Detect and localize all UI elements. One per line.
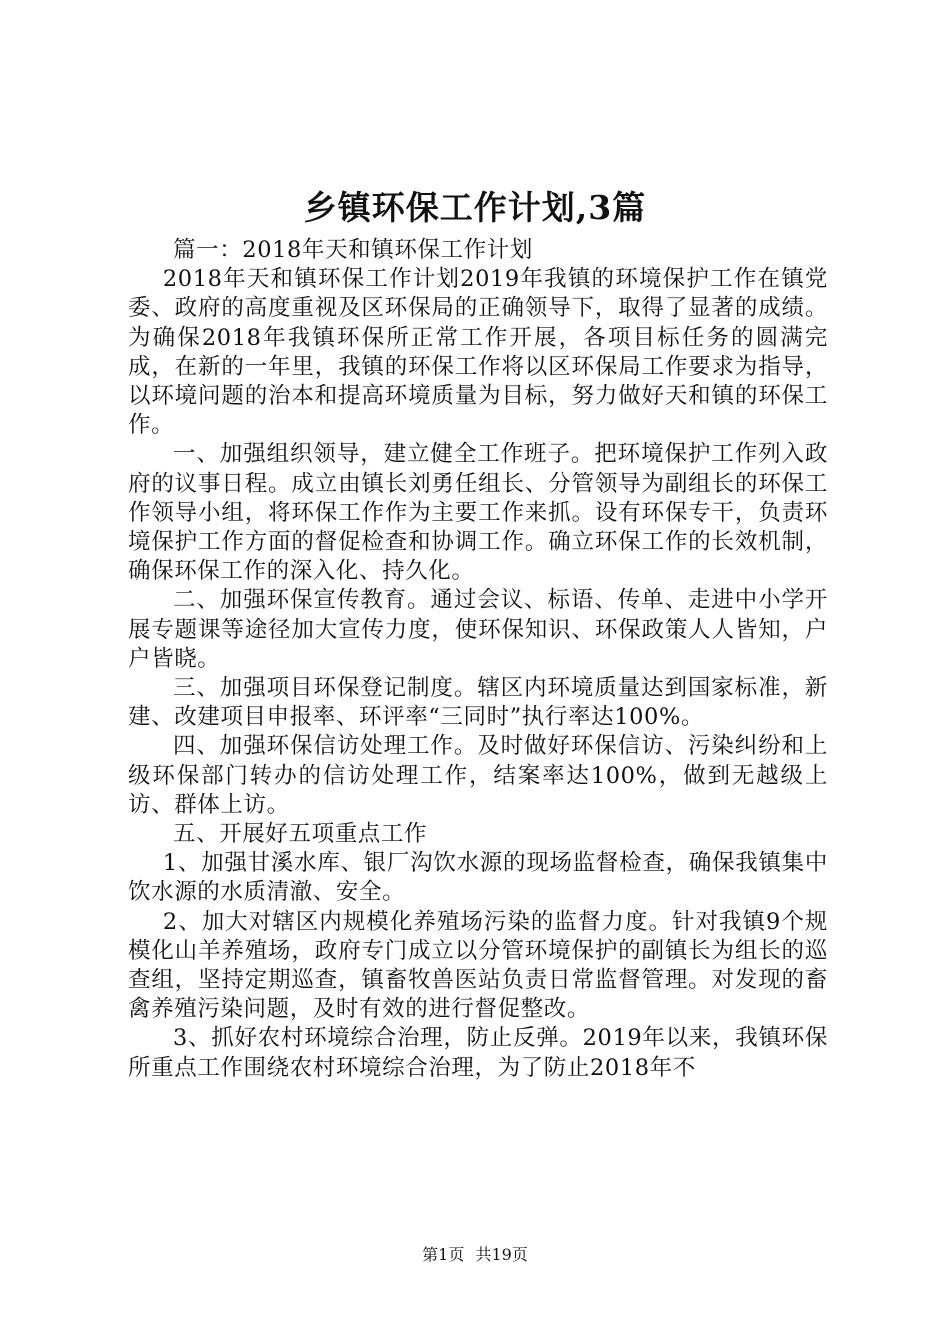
body-paragraph: 二、加强环保宣传教育。通过会议、标语、传单、走进中小学开展专题课等途径加大宣传力度，使环保知识、环保政策人人皆知，户户皆晓。 — [128, 587, 828, 672]
page-total: 共19页 — [475, 1245, 528, 1264]
body-paragraph: 2、加大对辖区内规模化养殖场污染的监督力度。针对我镇9个规模化山羊养殖场，政府专门成立以分管环境保护的副镇长为组长的巡查组，坚持定期巡查，镇畜牧兽医站负责日常监督管理。对发现的畜禽养殖污染问题，及时有效的进行督促整改。 — [128, 908, 828, 1023]
page-footer — [0, 1244, 950, 1266]
section-heading: 篇一：2018年天和镇环保工作计划 — [173, 237, 533, 263]
body-paragraph: 四、加强环保信访处理工作。及时做好环保信访、污染纠纷和上级环保部门转办的信访处理工作，结案率达100%，做到无越级上访、群体上访。 — [128, 733, 828, 818]
body-paragraph: 五、开展好五项重点工作 — [173, 821, 428, 848]
body-paragraph: 一、加强组织领导，建立健全工作班子。把环境保护工作列入政府的议事日程。成立由镇长刘勇任组长、分管领导为副组长的环保工作领导小组，将环保工作作为主要工作来抓。设有环保专干，负责环境保护工作方面的督促检查和协调工作。确立环保工作的长效机制，确保环保工作的深入化、持久化。 — [128, 441, 828, 585]
page-number: 第1页 — [422, 1245, 465, 1264]
body-paragraph: 三、加强项目环保登记制度。辖区内环境质量达到国家标准，新建、改建项目申报率、环评率“三同时”执行率达100%。 — [128, 675, 828, 731]
document-body — [128, 236, 828, 1083]
body-paragraph: 2018年天和镇环保工作计划2019年我镇的环境保护工作在镇党委、政府的高度重视及区环保局的正确领导下，取得了显著的成绩。为确保2018年我镇环保所正常工作开展，各项目标任务的圆满完成，在新的一年里，我镇的环保工作将以区环保局工作要求为指导，以环境问题的治本和提高环境质量为目标，努力做好天和镇的环保工作。 — [128, 266, 828, 439]
document-title: 乡镇环保工作计划,3篇 — [303, 188, 647, 227]
body-paragraph: 3、抓好农村环境综合治理，防止反弹。2019年以来，我镇环保所重点工作围绕农村环境综合治理，为了防止2018年不 — [128, 1025, 828, 1081]
body-paragraph: 1、加强甘溪水库、银厂沟饮水源的现场监督检查，确保我镇集中饮水源的水质清澈、安全。 — [128, 850, 828, 906]
